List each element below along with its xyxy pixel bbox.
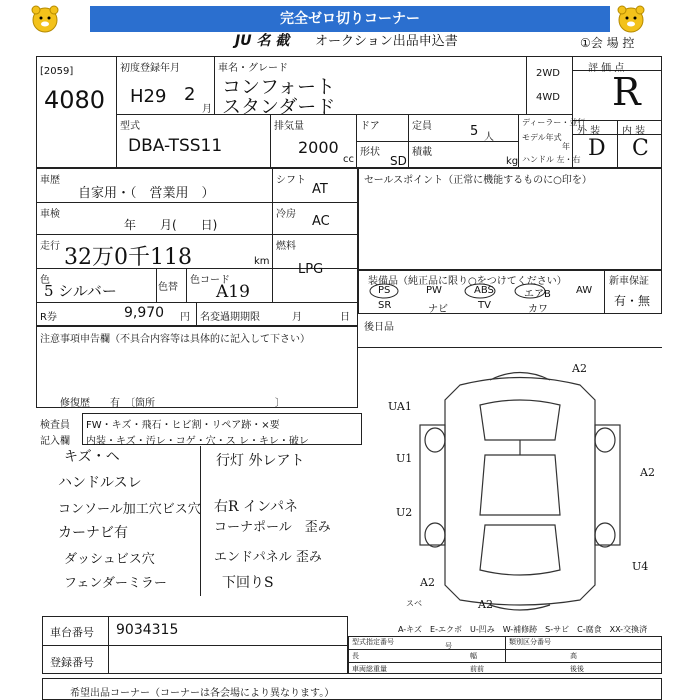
recycle-unit: 円	[180, 312, 190, 323]
score-interior-label: 内 装	[622, 126, 646, 137]
hw-right-0: 行灯 外レアト	[216, 453, 305, 469]
dealer-handle: ハンドル 左・右	[522, 155, 581, 164]
door-label: ドア	[360, 121, 380, 132]
hw-left-4: ダッシュビス穴	[64, 552, 155, 567]
equip-leather: カワ	[528, 304, 548, 315]
deadline-month: 月	[292, 312, 302, 323]
inspector-row1: FW・キズ・飛石・ヒビ割・リペア跡・×要	[86, 420, 280, 431]
form-title: オークション出品申込書	[315, 34, 458, 49]
dealer-label: ディーラー・並行	[522, 118, 586, 127]
notes-repair: 修復歴 有 〔箇所 〕	[60, 398, 285, 409]
score-exterior-label: 外 装	[577, 126, 601, 137]
dealer-year-unit: 年	[562, 142, 570, 151]
diagram-mark-a2-bl: A2	[420, 576, 435, 589]
chassis-value: 9034315	[116, 622, 179, 638]
usage-value: 自家用・（ 営業用 ）	[78, 186, 215, 201]
mileage-value: 32万0千118	[64, 245, 192, 270]
shape-value: SD	[390, 154, 407, 168]
spec-r2c: 高	[570, 652, 577, 660]
shape-label: 形状	[360, 147, 380, 158]
capacity-label: 定員	[412, 121, 432, 132]
displacement-label: 排気量	[274, 121, 304, 132]
load-label: 積載	[412, 147, 432, 158]
color-code-label: 色コード	[190, 275, 230, 286]
hw-right-2: コーナポール 歪み	[214, 520, 331, 535]
inspection-label: 車検	[40, 209, 60, 220]
mascot-left-icon	[28, 4, 62, 34]
recycle-label: R券	[40, 312, 57, 323]
equip-sr: SR	[378, 300, 392, 311]
registration-month: 2	[184, 84, 196, 105]
recycle-value: 9,970	[124, 305, 165, 321]
equipment-circles	[358, 270, 604, 314]
registration-era: H29	[130, 86, 167, 107]
spec-r3: 車両総重量	[352, 665, 387, 673]
plate-label: 登録番号	[50, 656, 94, 669]
rear-seat-label: 後日品	[364, 322, 394, 333]
notes-label: 注意事項申告欄（不具合内容等は具体的に記入して下さい）	[40, 334, 310, 345]
inspector-row1-label: 検査員	[40, 420, 70, 431]
equipment-new-label: 新車保証	[609, 276, 649, 287]
lot-number: 4080	[44, 86, 106, 114]
deadline-day: 日	[340, 312, 350, 323]
hw-left-2: コンソール加工穴ビス穴	[58, 502, 201, 517]
deadline-label: 名変過期期限	[200, 312, 260, 323]
grade-line1: コンフォート	[222, 76, 336, 98]
registration-label: 初度登録年月	[120, 63, 180, 74]
mileage-unit: km	[254, 256, 270, 267]
color-code: A19	[216, 282, 250, 302]
hw-left-5: フェンダーミラー	[64, 576, 167, 591]
equip-aw: AW	[576, 285, 593, 296]
selling-points-label: セールスポイント（正常に機能するものに○印を）	[364, 175, 592, 186]
grade-line2: スタンダード	[222, 96, 336, 118]
lot-top-number: [2059]	[40, 66, 74, 77]
score-interior: C	[632, 136, 649, 161]
mascot-right-icon	[614, 4, 648, 34]
spec-r1: 型式指定番号	[352, 638, 394, 646]
equipment-label: 装備品（純正品に限り○をつけてください）	[368, 276, 567, 287]
hw-right-3: エンドパネル 歪み	[214, 550, 322, 565]
displacement-value: 2000	[298, 138, 339, 157]
displacement-unit: cc	[343, 154, 354, 165]
diagram-mark-u4: U4	[632, 560, 649, 573]
equip-ps: PS	[378, 285, 391, 296]
equip-pw: PW	[426, 285, 442, 296]
ac-label: 冷房	[276, 209, 296, 220]
spec-r3c: 後後	[570, 665, 584, 673]
diagram-mark-ua1: UA1	[388, 400, 412, 413]
score-label: 評 価 点	[588, 63, 625, 74]
inspector-row2-label: 記入欄	[40, 436, 70, 447]
chassis-label: 車台番号	[50, 626, 94, 639]
spec-r2: 長	[352, 652, 359, 660]
spec-r3b: 前前	[470, 665, 484, 673]
grade-label: 車名・グレード	[218, 63, 288, 74]
diagram-mark-u2: U2	[396, 506, 413, 519]
equipment-new-value: 有・無	[614, 294, 651, 308]
footer-label: 希望出品コーナー（コーナーは各会場により異なります。）	[70, 688, 335, 699]
model-value: DBA-TSS11	[128, 136, 223, 156]
hw-left-1: ハンドルスレ	[58, 475, 142, 491]
spec-r1-sub: 号	[445, 642, 452, 650]
fuel-label: 燃料	[276, 241, 296, 252]
diagram-mark-a2-top: A2	[572, 362, 587, 375]
equip-navi: ナビ	[428, 304, 448, 315]
model-label: 型式	[120, 121, 140, 132]
load-unit: kg	[506, 156, 519, 167]
diagram-mark-a2-bottom: A2	[478, 598, 493, 611]
ac-value: AC	[312, 214, 330, 229]
color-value: 5 シルバー	[44, 282, 117, 300]
spec-r2b: 幅	[470, 652, 477, 660]
equip-tv: TV	[478, 300, 491, 311]
color-label: 色	[40, 275, 50, 286]
hw-left-0: キズ・ヘ	[64, 449, 120, 465]
hw-right-4: 下回りS	[222, 575, 274, 591]
capacity-value: 5	[470, 124, 479, 139]
spec-r1b: 類別区分番号	[509, 638, 551, 646]
equip-abs: ABS	[474, 285, 494, 296]
header-logo: JU 名 截	[235, 33, 290, 49]
diagram-sub-label: スベ	[406, 599, 422, 608]
diagram-mark-a2-right: A2	[640, 466, 655, 479]
usage-label: 車歴	[40, 175, 60, 186]
drive-4wd: 4WD	[536, 92, 560, 103]
hw-left-3: カーナビ有	[58, 525, 128, 541]
banner-title: 完全ゼロ切りコーナー	[90, 6, 610, 32]
diagram-legend: A-キズ E-エクボ U-凹み W-補修跡 S-サビ C-腐食 XX-交換済	[398, 625, 648, 634]
registration-month-unit: 月	[202, 104, 212, 115]
color-swap-label: 色替	[158, 282, 178, 293]
equip-airbag: エアB	[524, 289, 551, 300]
dealer-model-year: モデル年式	[522, 133, 562, 142]
hw-right-1: 右R インパネ	[214, 499, 299, 515]
inspector-row2: 内装・キズ・汚レ・コゲ・穴・ス レ・キレ・破レ	[86, 436, 309, 447]
drive-2wd: 2WD	[536, 68, 560, 79]
capacity-unit: 人	[484, 132, 494, 143]
copy-badge: ①会 場 控	[580, 36, 635, 50]
inspection-value: 年 月( 日)	[124, 218, 218, 232]
score-exterior: D	[588, 136, 606, 161]
fuel-value: LPG	[298, 262, 324, 277]
shift-label: シフト	[276, 175, 306, 186]
diagram-mark-u1: U1	[396, 452, 413, 465]
mileage-label: 走行	[40, 241, 60, 252]
shift-value: AT	[312, 182, 328, 197]
score-value: R	[612, 70, 641, 114]
